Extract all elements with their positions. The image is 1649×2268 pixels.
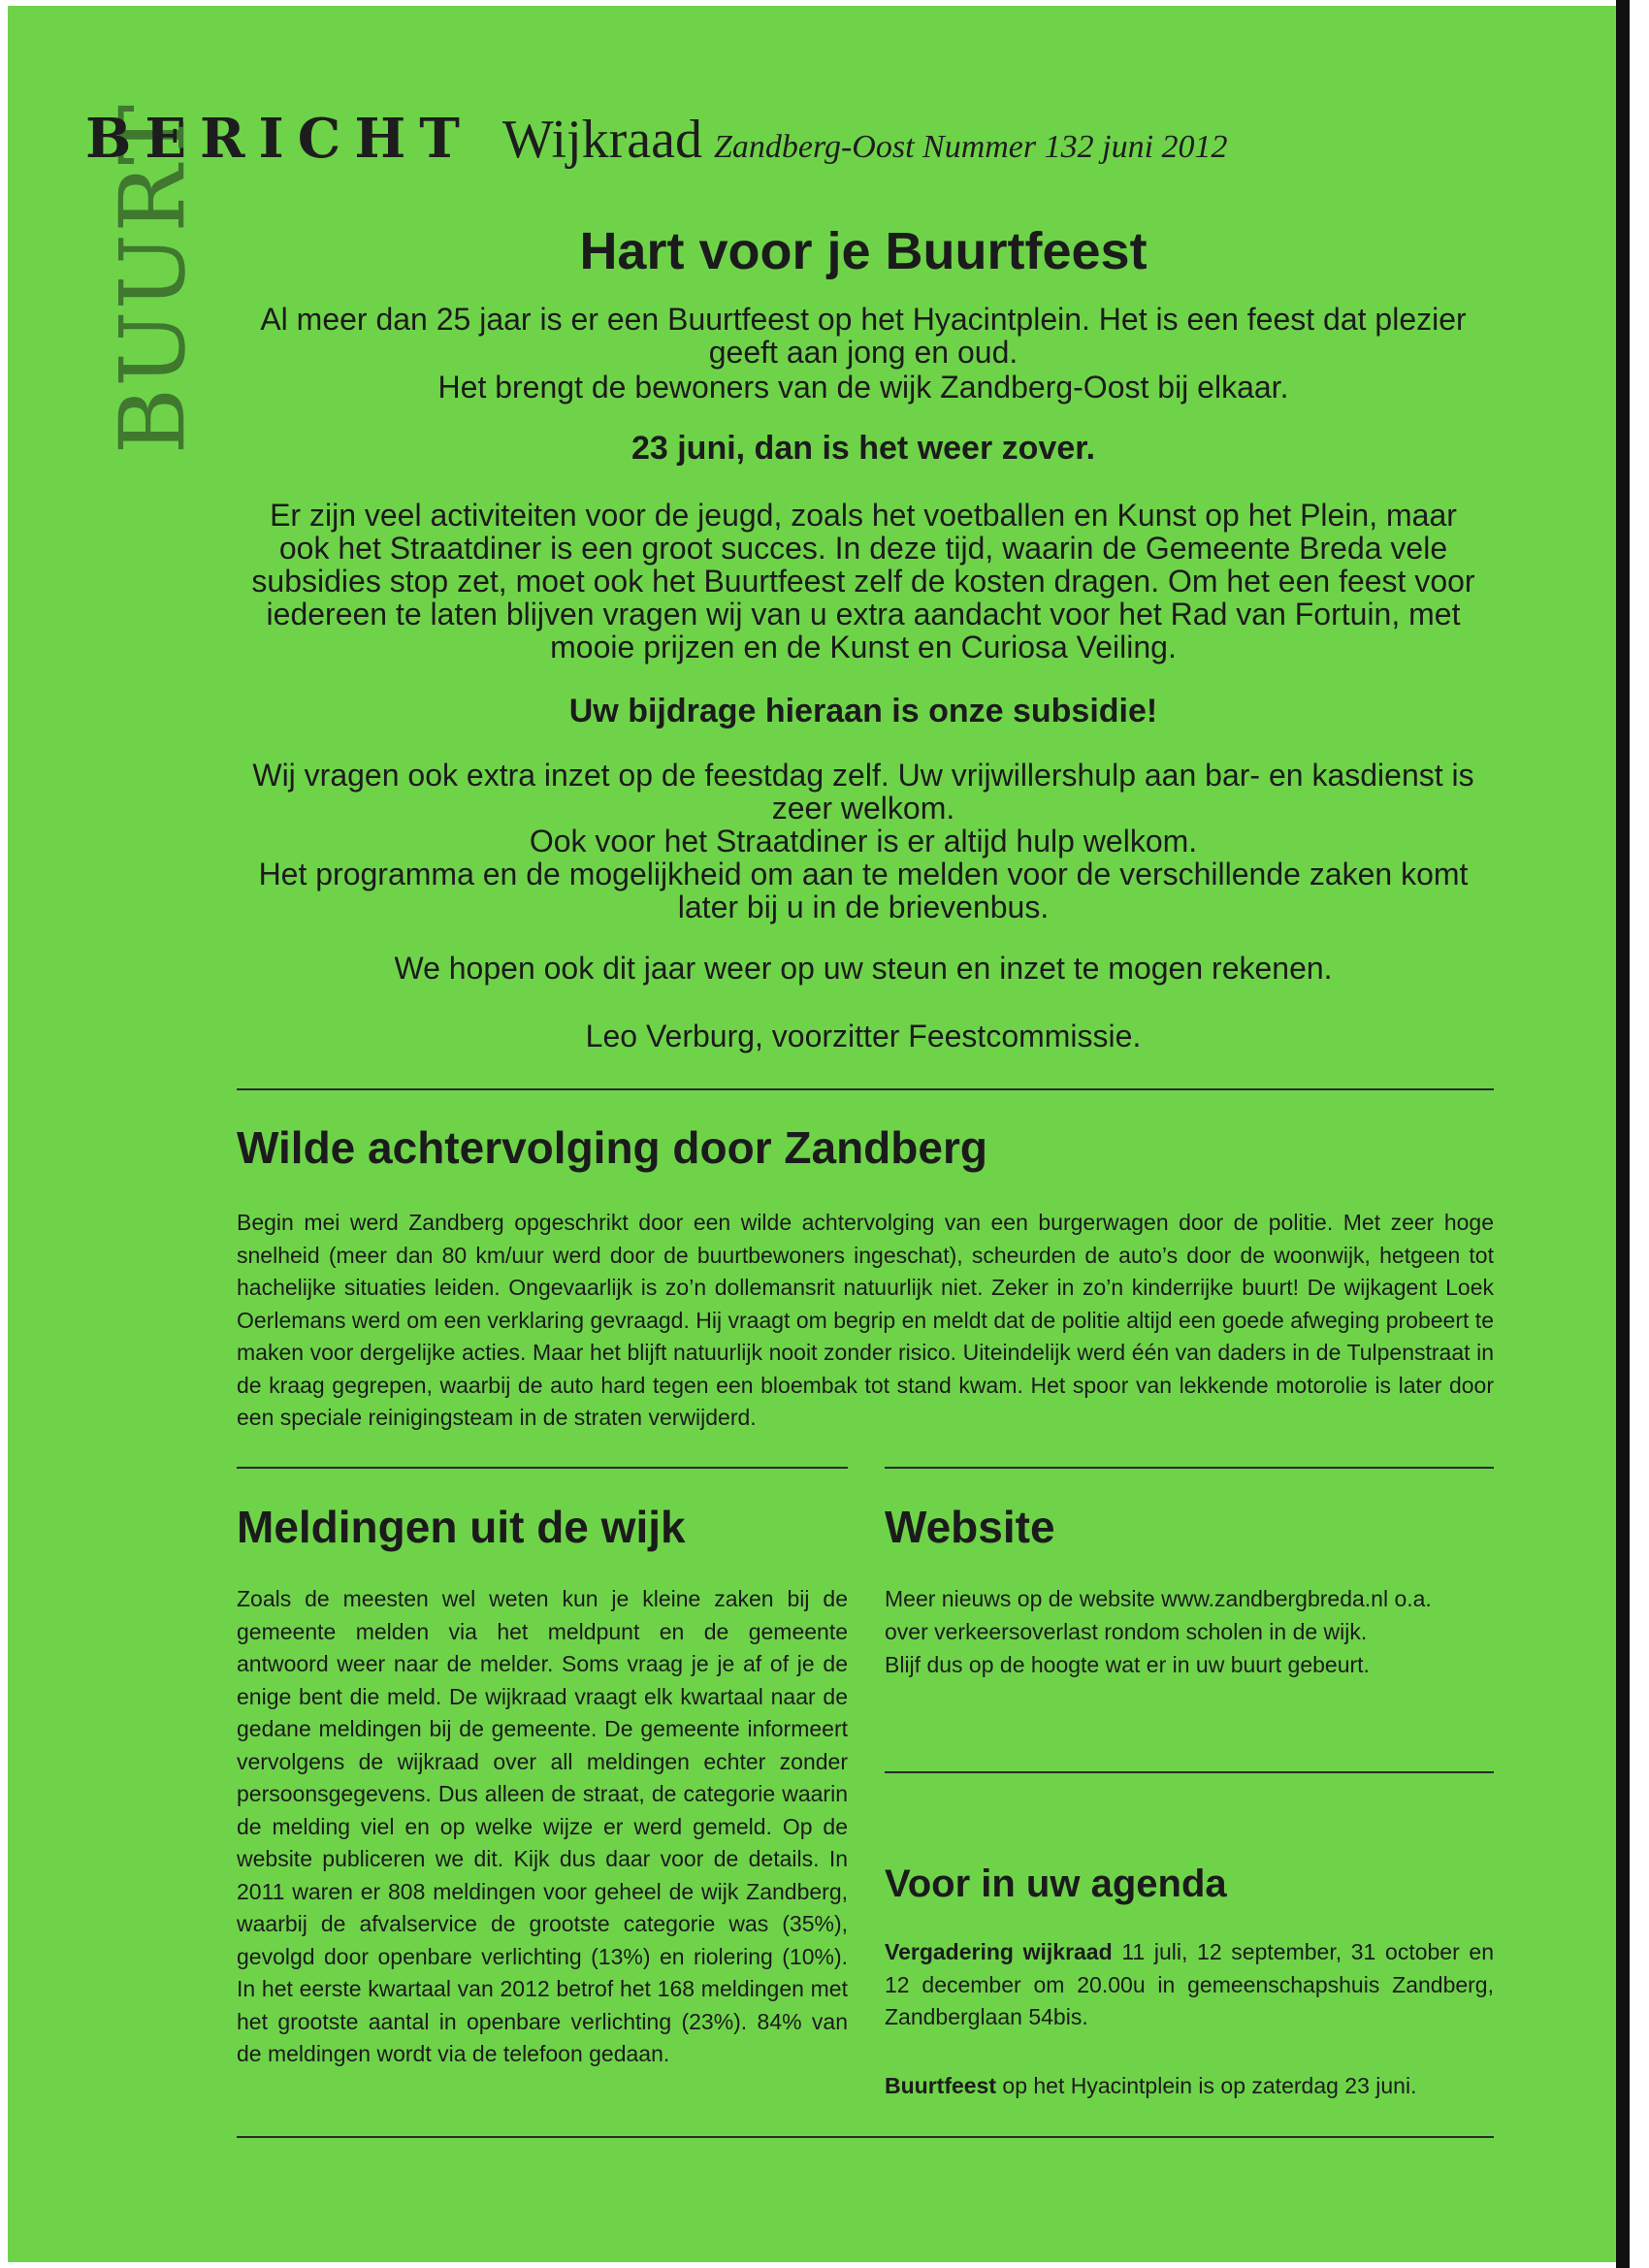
article3-title: Meldingen uit de wijk <box>237 1502 686 1552</box>
article1-paragraph-3: Wij vragen ook extra inzet op de feestdag zelf. Uw vrijwillershulp aan bar- en kasdienst is zeer welkom. <box>252 758 1474 826</box>
divider <box>237 2136 1494 2138</box>
scan-edge <box>1616 0 1649 2268</box>
article1-paragraph-4: We hopen ook dit jaar weer op uw steun en inzet te mogen rekenen. <box>394 951 1333 986</box>
article5-item-2-label: Buurtfeest <box>885 2073 997 2098</box>
scan-edge-shadow <box>1616 0 1630 2268</box>
article4-line-3: Blijf dus op de hoogte wat er in uw buurt gebeurt. <box>885 1652 1370 1677</box>
masthead-bericht: BERICHT <box>85 107 473 171</box>
article5-item-1-label: Vergadering wijkraad <box>885 1939 1113 1964</box>
divider <box>237 1088 1494 1090</box>
divider <box>885 1771 1494 1773</box>
article1-signature: Leo Verburg, voorzitter Feestcommissie. <box>585 1019 1142 1053</box>
article1-title: Hart voor je Buurtfeest <box>579 222 1148 280</box>
article5-item-2 <box>885 2070 1494 2103</box>
article1-paragraph-1: Al meer dan 25 jaar is er een Buurtfeest op het Hyacintplein. Het is een feest dat plezier geeft aan jong en oud. <box>260 302 1467 370</box>
article5-item-1 <box>885 1936 1494 2034</box>
masthead-vertical-buurt: BUURT <box>101 103 205 454</box>
article1-paragraph-1b: Het brengt de bewoners van de wijk Zandberg-Oost bij elkaar. <box>437 370 1289 405</box>
divider <box>237 1467 848 1469</box>
article1-paragraph-2: Er zijn veel activiteiten voor de jeugd, zoals het voetballen en Kunst op het Plein, maar ook het Straatdiner is een groot succes. In deze tijd, waarin de Gemeente Breda vele subsidies stop zet, moet ook het Buurtfeest zelf de kosten dragen. Om het een feest voor iedereen te laten blijven vragen wij van u extra aandacht voor het Rad van Fortuin, met mooie prijzen en de Kunst en Curiosa Veiling. <box>251 498 1475 664</box>
article1-paragraph-3c: Het programma en de mogelijkheid om aan te melden voor de verschillende zaken komt later bij u in de brievenbus. <box>258 857 1469 924</box>
article2-title: Wilde achtervolging door Zandberg <box>237 1122 987 1173</box>
article4-line-2: over verkeersoverlast rondom scholen in de wijk. <box>885 1619 1368 1644</box>
article1-date-line: 23 juni, dan is het weer zover. <box>630 430 1096 467</box>
divider <box>885 1467 1494 1469</box>
article1-paragraph-3b: Ook voor het Straatdiner is er altijd hulp welkom. <box>529 824 1198 859</box>
article4-line-1: Meer nieuws op de website www.zandbergbreda.nl o.a. <box>885 1586 1432 1611</box>
article5-title: Voor in uw agenda <box>885 1863 1227 1905</box>
article5-item-2-text: op het Hyacintplein is op zaterdag 23 juni. <box>996 2073 1417 2098</box>
article5-item-1-text: 11 juli, 12 september, 31 october en 12 december om 20.00u in gemeenschapshuis Zandberg, Zandberglaan 54bis. <box>885 1939 1494 2029</box>
article2-body: Begin mei werd Zandberg opgeschrikt door een wilde achtervolging van een burgerwagen door de politie. Met zeer hoge snelheid (meer dan 80 km/uur werd door de buurtbewoners ingeschat), scheurden de auto’s door de woonwijk, hetgeen tot hachelijke situaties leiden. Ongevaarlijk is zo’n dollemansrit natuurlijk niet. Zeker in zo’n kinderrijke buurt! De wijkagent Loek Oerlemans werd om een verklaring gevraagd. Hij vraagt om begrip en meldt dat de politie altijd een goede afweging probeert te maken voor dergelijke acties. Maar het blijft natuurlijk nooit zonder risico. Uiteindelijk werd één van daders in de Tulpenstraat in de kraag gegrepen, waarbij de auto hard tegen een bloembak tot stand kwam. Het spoor van lekkende motorolie is later door een speciale reinigingsteam in de straten verwijderd. <box>237 1210 1494 1430</box>
masthead <box>85 107 1228 171</box>
masthead-issue: Zandberg-Oost Nummer 132 juni 2012 <box>714 129 1228 165</box>
article3-body: Zoals de meesten wel weten kun je kleine zaken bij de gemeente melden via het meldpunt en de gemeente antwoord weer naar de melder. Soms vraag je je af of je de enige bent die meld. De wijkraad vraagt elk kwartaal naar de gedane meldingen bij de gemeente. De gemeente informeert vervolgens de wijkraad over all meldingen echter zonder persoonsgegevens. Dus alleen de straat, de categorie waarin de melding viel en op welke wijze er werd gemeld. Op de website publiceren we dit. Kijk dus daar voor de details. In 2011 waren er 808 meldingen voor geheel de wijk Zandberg, waarbij de afvalservice de grootste categorie was (35%), gevolgd door openbare verlichting (13%) en riolering (10%). In het eerste kwartaal van 2012 betrof het 168 meldingen met het grootste aantal in openbare verlichting (23%). 84% van de meldingen wordt via de telefoon gedaan. <box>237 1586 848 2066</box>
masthead-wijkraad: Wijkraad <box>501 110 702 170</box>
article1-subsidy-line: Uw bijdrage hieraan is onze subsidie! <box>568 693 1158 729</box>
article4-title: Website <box>885 1502 1055 1552</box>
